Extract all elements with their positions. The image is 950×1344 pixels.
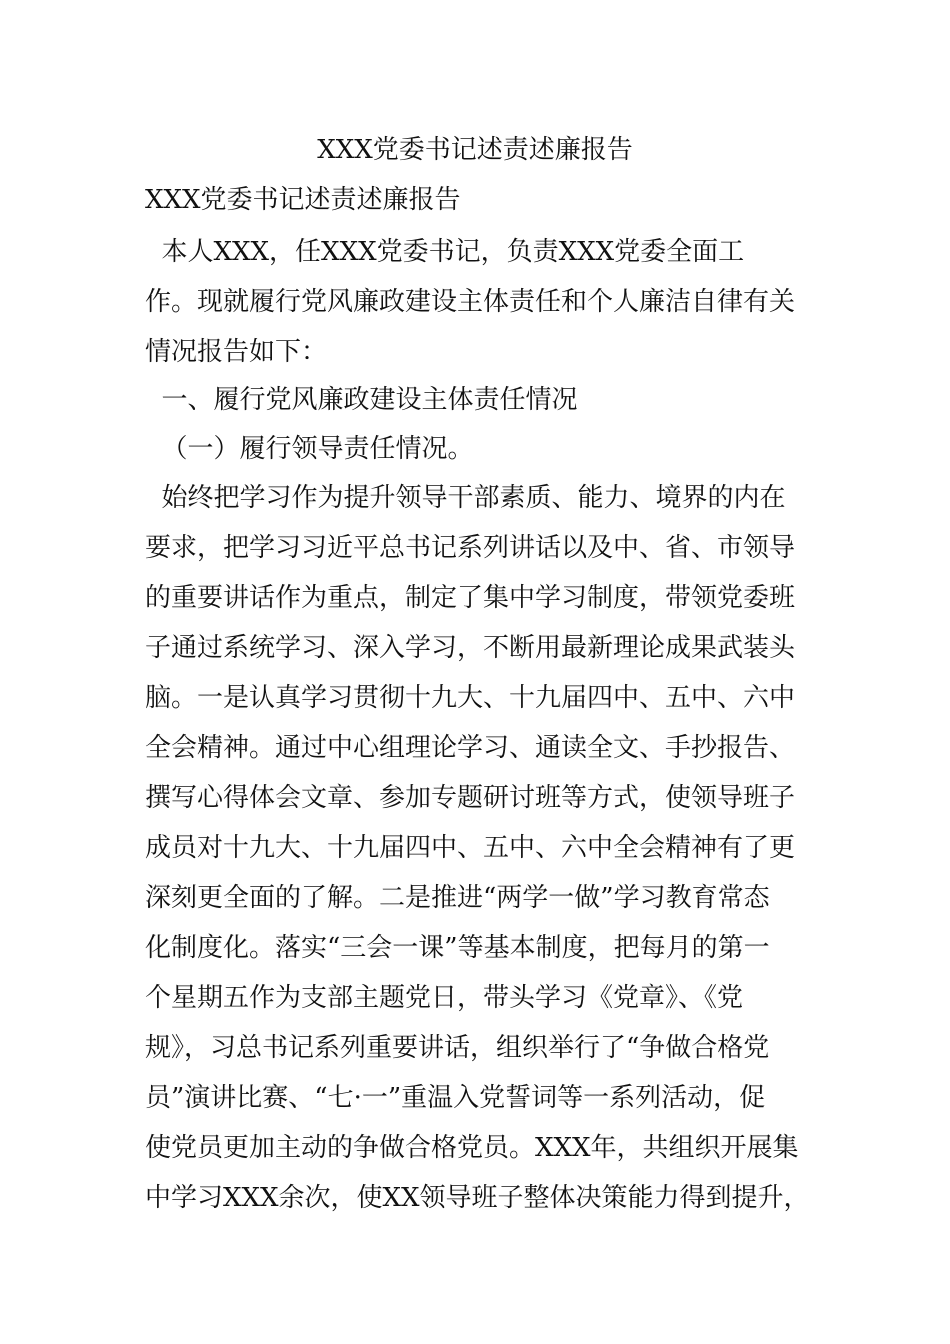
body-line-4: 始终把学习作为提升领导干部素质、能力、境界的内在: [145, 483, 786, 513]
body-line-8: 脑。一是认真学习贯彻十九大、十九届四中、五中、六中: [145, 683, 796, 713]
section-heading-1: 一、履行党风廉政建设主体责任情况: [145, 385, 578, 415]
body-line-15: 规》，习总书记系列重要讲话，组织举行了“争做合格党: [145, 1033, 770, 1063]
body-line-1: 本人XXX，任XXX党委书记，负责XXX党委全面工: [145, 237, 745, 267]
body-line-5: 要求，把学习习近平总书记系列讲话以及中、省、市领导: [145, 533, 796, 563]
body-line-7: 子通过系统学习、深入学习，不断用最新理论成果武装头: [145, 633, 796, 663]
subsection-heading-1: （一）履行领导责任情况。: [145, 434, 474, 464]
body-line-10: 撰写心得体会文章、参加专题研讨班等方式，使领导班子: [145, 783, 796, 813]
body-line-3: 情况报告如下：: [145, 337, 328, 367]
body-line-17: 使党员更加主动的争做合格党员。XXX年，共组织开展集: [145, 1133, 799, 1163]
body-line-9: 全会精神。通过中心组理论学习、通读全文、手抄报告、: [145, 733, 796, 763]
body-line-16: 员”演讲比赛、“七·一”重温入党誓词等一系列活动，促: [145, 1083, 766, 1113]
body-line-18: 中学习XXX余次，使XX领导班子整体决策能力得到提升，: [145, 1183, 810, 1213]
body-line-13: 化制度化。落实“三会一课”等基本制度，把每月的第一: [145, 933, 770, 963]
document-title: XXX党委书记述责述廉报告: [317, 135, 633, 165]
body-line-14: 个星期五作为支部主题党日，带头学习《党章》、《党: [145, 983, 744, 1013]
body-line-11: 成员对十九大、十九届四中、五中、六中全会精神有了更: [145, 833, 796, 863]
document-subtitle: XXX党委书记述责述廉报告: [145, 185, 461, 215]
body-line-12: 深刻更全面的了解。二是推进“两学一做”学习教育常态: [145, 883, 770, 913]
body-line-2: 作。现就履行党风廉政建设主体责任和个人廉洁自律有关: [145, 287, 796, 317]
body-line-6: 的重要讲话作为重点，制定了集中学习制度，带领党委班: [145, 583, 796, 613]
